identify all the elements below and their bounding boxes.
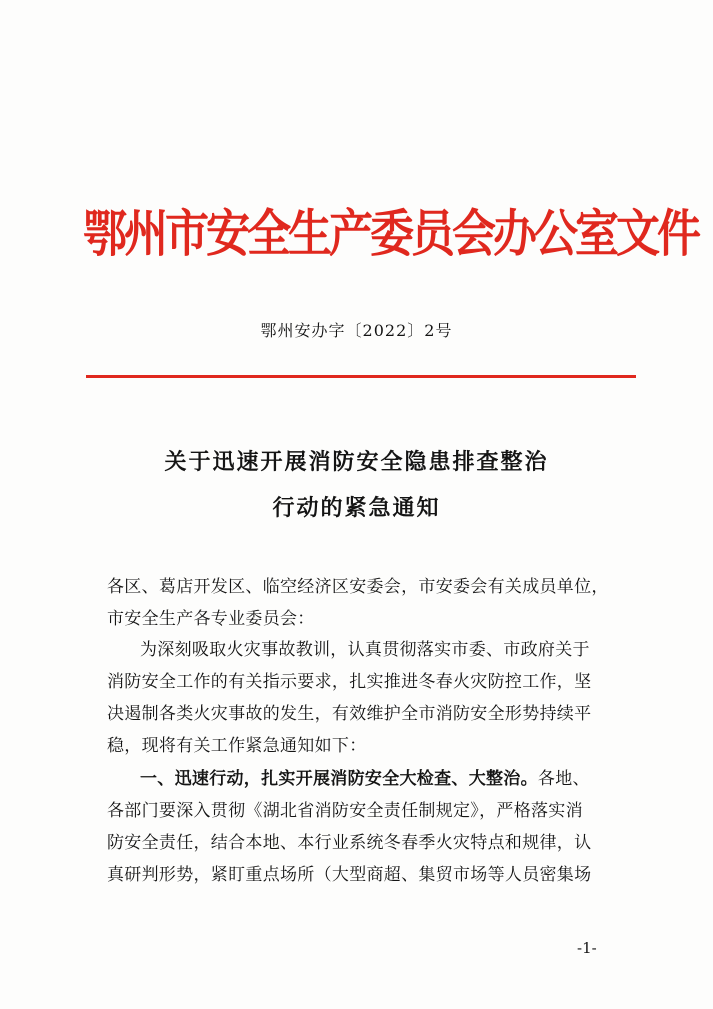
paragraph-line: 决遏制各类火灾事故的发生，有效维护全市消防安全形势持续平: [107, 704, 592, 724]
red-divider-rule: [86, 375, 636, 378]
section-heading-line: [140, 767, 590, 791]
notice-title-line-2: 行动的紧急通知: [272, 496, 441, 521]
page-number: -1-: [577, 939, 597, 957]
paragraph-line: 消防安全工作的有关指示要求，扎实推进冬春火灾防控工作，坚: [107, 672, 592, 692]
paragraph-line: 防安全责任，结合本地、本行业系统冬春季火灾特点和规律，认: [107, 833, 592, 853]
section-lead-text: 各地、: [537, 769, 590, 789]
addressee-line-2: 市安全生产各专业委员会：: [107, 609, 315, 629]
document-number: 鄂州安办字〔2022〕2号: [260, 321, 453, 340]
paragraph-line: 稳，现将有关工作紧急通知如下：: [107, 736, 367, 756]
paragraph-line: 各部门要深入贯彻《湖北省消防安全责任制规定》，严格落实消: [107, 801, 583, 821]
notice-title-line-1: 关于迅速开展消防安全隐患排查整治: [164, 450, 549, 475]
addressee-line-1: 各区、葛店开发区、临空经济区安委会，市安委会有关成员单位，: [107, 577, 609, 597]
section-heading: 一、迅速行动，扎实开展消防安全大检查、大整治。: [140, 769, 538, 789]
paragraph-line: 真研判形势，紧盯重点场所（大型商超、集贸市场等人员密集场: [107, 865, 592, 885]
paragraph-line: 为深刻吸取火灾事故教训，认真贯彻落实市委、市政府关于: [140, 640, 590, 660]
issuer-masthead: 鄂州市安全生产委员会办公室文件: [83, 204, 698, 264]
